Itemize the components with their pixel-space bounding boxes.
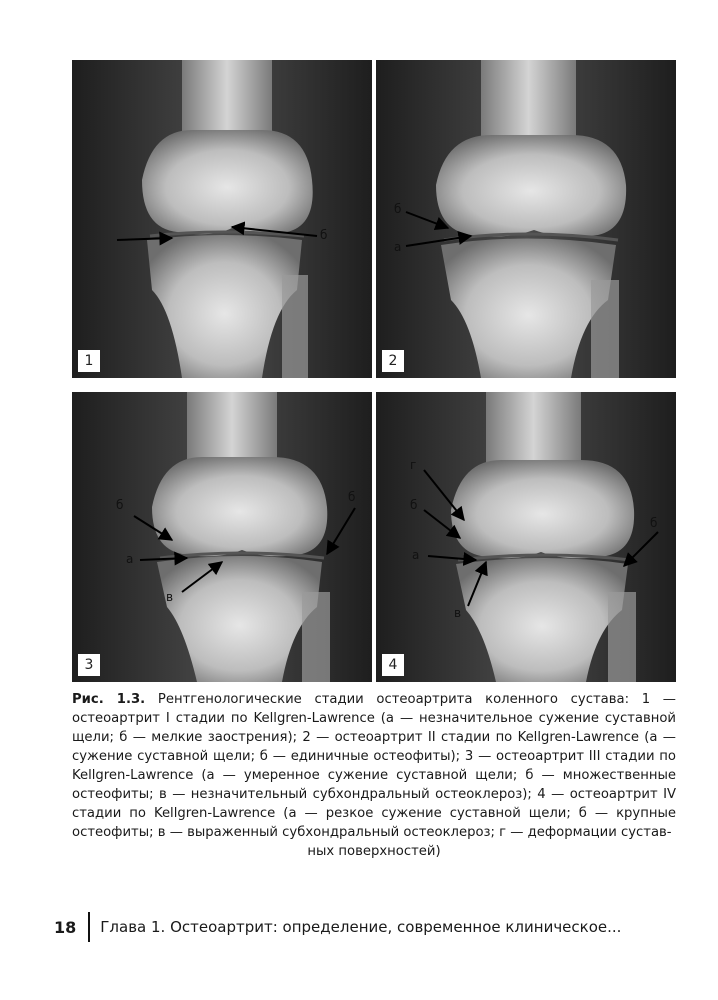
- label-b-left: б: [410, 498, 418, 512]
- label-b-left: б: [116, 498, 124, 512]
- caption-last-line: ных поверхностей): [307, 844, 441, 859]
- panel-number: 1: [78, 350, 100, 372]
- label-a: а: [412, 548, 420, 562]
- footer-divider: [88, 912, 90, 942]
- label-b: б: [320, 228, 328, 242]
- label-v: в: [454, 606, 462, 620]
- label-a: а: [126, 552, 134, 566]
- panel-number: 3: [78, 654, 100, 676]
- knee-xray-image: [376, 60, 676, 378]
- xray-panel-4: [376, 392, 676, 682]
- panel-number: 4: [382, 654, 404, 676]
- page-footer: [54, 912, 621, 942]
- knee-xray-image: [72, 392, 372, 682]
- figure-label: Рис. 1.3.: [72, 692, 146, 707]
- knee-xray-image: [376, 392, 676, 682]
- label-a: а: [394, 240, 402, 254]
- caption-text: Рентгенологические стадии остеоартрита коленного сустава: 1 — остеоартрит I стадии по Kellgren-Lawrence (а — незначительное сужение суставной щели; б — мелкие заострения); 2 — остеоартрит II стадии по Kellgren-Lawrence (а — сужение суставной щели; б — единичные остеофиты); 3 — остеоартрит III стадии по Kellgren-Lawrence (а — умеренное сужение суставной щели; б — множественные остеофиты; в — незначительный субхондральный остеоклероз); 4 — остеоартрит IV стадии по Kellgren-Lawrence (а — резкое сужение суставной щели; б — крупные остеофиты; в — выраженный субхондральный остеоклероз; г — деформации сустав-: [72, 692, 676, 840]
- panel-number: 2: [382, 350, 404, 372]
- figure-caption: [72, 690, 676, 861]
- label-b: б: [394, 202, 402, 216]
- label-b-right: б: [348, 490, 356, 504]
- label-g: г: [410, 458, 417, 472]
- label-v: в: [166, 590, 174, 604]
- xray-panel-2: [376, 60, 676, 378]
- label-b-right: б: [650, 516, 658, 530]
- xray-panel-1: [72, 60, 372, 378]
- running-header-chapter: Глава 1. Остеоартрит: определение, современное клиническое...: [100, 918, 622, 936]
- page-number: 18: [54, 917, 77, 937]
- knee-xray-image: [72, 60, 372, 378]
- xray-panel-3: [72, 392, 372, 682]
